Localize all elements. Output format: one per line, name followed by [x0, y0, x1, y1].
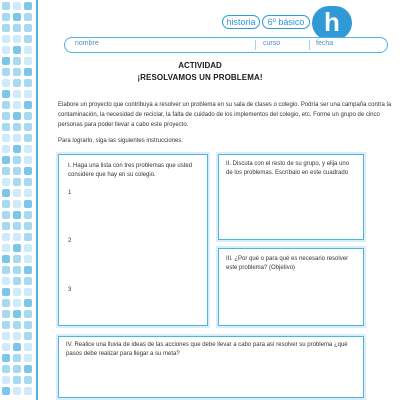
activity-subtitle: ¡RESOLVAMOS UN PROBLEMA!	[137, 73, 263, 82]
pattern-dot	[13, 354, 21, 362]
pattern-dot	[13, 112, 21, 120]
pattern-dot	[24, 277, 32, 285]
pattern-dot	[13, 211, 21, 219]
pattern-dot	[24, 299, 32, 307]
list-number: 2	[68, 238, 72, 244]
answer-box-iii[interactable]	[216, 246, 366, 328]
list-number: 3	[68, 287, 72, 293]
pattern-dot	[2, 288, 10, 296]
pattern-dot	[24, 343, 32, 351]
pattern-dot	[24, 266, 32, 274]
activity-title: ACTIVIDAD	[178, 61, 222, 70]
pattern-dot	[13, 90, 21, 98]
pattern-dot	[2, 101, 10, 109]
pattern-dot	[24, 178, 32, 186]
pattern-dot	[13, 167, 21, 175]
pattern-dot	[24, 332, 32, 340]
pattern-dot	[2, 145, 10, 153]
list-number: 1	[68, 190, 72, 196]
pattern-dot	[2, 354, 10, 362]
box-iv-prompt: IV. Realice una lluvia de ideas de las acciones que debe llevar a cabo para así resolver su problema ¿qué pasos debe realizar para llegar a su meta?	[66, 342, 348, 357]
pattern-dot	[24, 90, 32, 98]
pattern-dot	[2, 332, 10, 340]
pattern-dot	[24, 189, 32, 197]
pattern-dot	[2, 343, 10, 351]
pattern-dot	[24, 35, 32, 43]
pattern-dot	[13, 178, 21, 186]
pattern-dot	[24, 321, 32, 329]
pattern-dot	[2, 277, 10, 285]
pattern-dot	[2, 255, 10, 263]
pattern-dot	[2, 2, 10, 10]
pattern-dot	[2, 189, 10, 197]
decorative-side-strip	[0, 0, 36, 400]
pattern-dot	[24, 222, 32, 230]
pattern-dot	[24, 365, 32, 373]
pattern-dot	[2, 321, 10, 329]
pattern-dot	[24, 112, 32, 120]
answer-box-iv[interactable]	[56, 334, 366, 400]
pattern-dot	[24, 233, 32, 241]
pattern-dot	[13, 134, 21, 142]
pattern-dot	[13, 2, 21, 10]
strip-divider	[36, 0, 38, 400]
pattern-dot	[13, 255, 21, 263]
pattern-dot	[2, 90, 10, 98]
pattern-dot	[2, 156, 10, 164]
box-iii-prompt: III. ¿Por qué o para qué es necesario resolver este problema? (Objetivo)	[226, 256, 349, 271]
pattern-dot	[2, 134, 10, 142]
pattern-dot	[13, 24, 21, 32]
subject-badge: historia	[222, 15, 260, 29]
pattern-dot	[13, 299, 21, 307]
pattern-dot	[24, 2, 32, 10]
pattern-dot	[13, 35, 21, 43]
pattern-dot	[24, 255, 32, 263]
pattern-dot	[13, 266, 21, 274]
name-field-label[interactable]: nombre	[75, 40, 99, 47]
intro-paragraph: Elabore un proyecto que contribuya a resolver un problema en su sala de clases o colegio. Podría ser una campaña contra la contaminación, la necesidad de reciclar, la falta de cuidado de los implementos del colegio, etc. Forme un grupo de cinco personas para poder llevar a cabo este proyecto.	[58, 102, 392, 128]
pattern-dot	[13, 343, 21, 351]
pattern-dot	[13, 387, 21, 395]
student-info-bar	[64, 37, 388, 53]
pattern-dot	[24, 211, 32, 219]
pattern-dot	[24, 244, 32, 252]
pattern-dot	[13, 321, 21, 329]
box-i-prompt: I. Haga una lista con tres problemas que usted considere que hay en su colegio.	[68, 163, 193, 178]
pattern-dot	[2, 387, 10, 395]
pattern-dot	[24, 24, 32, 32]
answer-box-i[interactable]	[56, 152, 210, 328]
pattern-dot	[2, 376, 10, 384]
pattern-dot	[13, 310, 21, 318]
field-divider	[255, 40, 256, 50]
pattern-dot	[2, 299, 10, 307]
pattern-dot	[24, 101, 32, 109]
pattern-dot	[24, 156, 32, 164]
pattern-dot	[2, 13, 10, 21]
pattern-dot	[13, 145, 21, 153]
grade-badge: 6º básico	[262, 15, 310, 29]
pattern-dot	[2, 46, 10, 54]
pattern-dot	[24, 354, 32, 362]
pattern-dot	[13, 200, 21, 208]
pattern-dot	[24, 310, 32, 318]
instructions-lead: Para lograrlo, siga las siguientes instrucciones:	[58, 138, 184, 144]
pattern-dot	[2, 310, 10, 318]
pattern-dot	[2, 178, 10, 186]
pattern-dot	[13, 332, 21, 340]
pattern-dot	[2, 24, 10, 32]
pattern-dot	[2, 167, 10, 175]
pattern-dot	[13, 288, 21, 296]
pattern-dot	[2, 35, 10, 43]
pattern-dot	[13, 365, 21, 373]
pattern-dot	[2, 200, 10, 208]
box-ii-prompt: II. Discuta con el resto de su grupo, y elija uno de los problemas. Escríbalo en este cuadrado	[226, 161, 350, 176]
pattern-dot	[24, 134, 32, 142]
pattern-dot	[24, 46, 32, 54]
pattern-dot	[13, 46, 21, 54]
date-field-label[interactable]: fecha	[316, 40, 334, 47]
pattern-dot	[2, 211, 10, 219]
pattern-dot	[13, 13, 21, 21]
pattern-dot	[13, 123, 21, 131]
pattern-dot	[13, 101, 21, 109]
h-logo-icon: h	[312, 6, 352, 40]
pattern-dot	[13, 277, 21, 285]
pattern-dot	[2, 112, 10, 120]
pattern-dot	[2, 365, 10, 373]
pattern-dot	[13, 222, 21, 230]
pattern-dot	[2, 222, 10, 230]
pattern-dot	[13, 233, 21, 241]
pattern-dot	[24, 167, 32, 175]
pattern-dot	[2, 123, 10, 131]
pattern-dot	[2, 266, 10, 274]
pattern-dot	[24, 123, 32, 131]
answer-box-ii[interactable]	[216, 152, 366, 242]
pattern-dot	[24, 13, 32, 21]
pattern-dot	[13, 376, 21, 384]
pattern-dot	[13, 156, 21, 164]
pattern-dot	[13, 189, 21, 197]
course-field-label[interactable]: curso	[263, 40, 281, 47]
pattern-dot	[24, 288, 32, 296]
pattern-dot	[24, 376, 32, 384]
pattern-dot	[2, 244, 10, 252]
pattern-dot	[2, 233, 10, 241]
pattern-dot	[24, 145, 32, 153]
pattern-dot	[24, 200, 32, 208]
pattern-dot	[24, 387, 32, 395]
field-divider	[309, 40, 310, 50]
pattern-dot	[13, 244, 21, 252]
